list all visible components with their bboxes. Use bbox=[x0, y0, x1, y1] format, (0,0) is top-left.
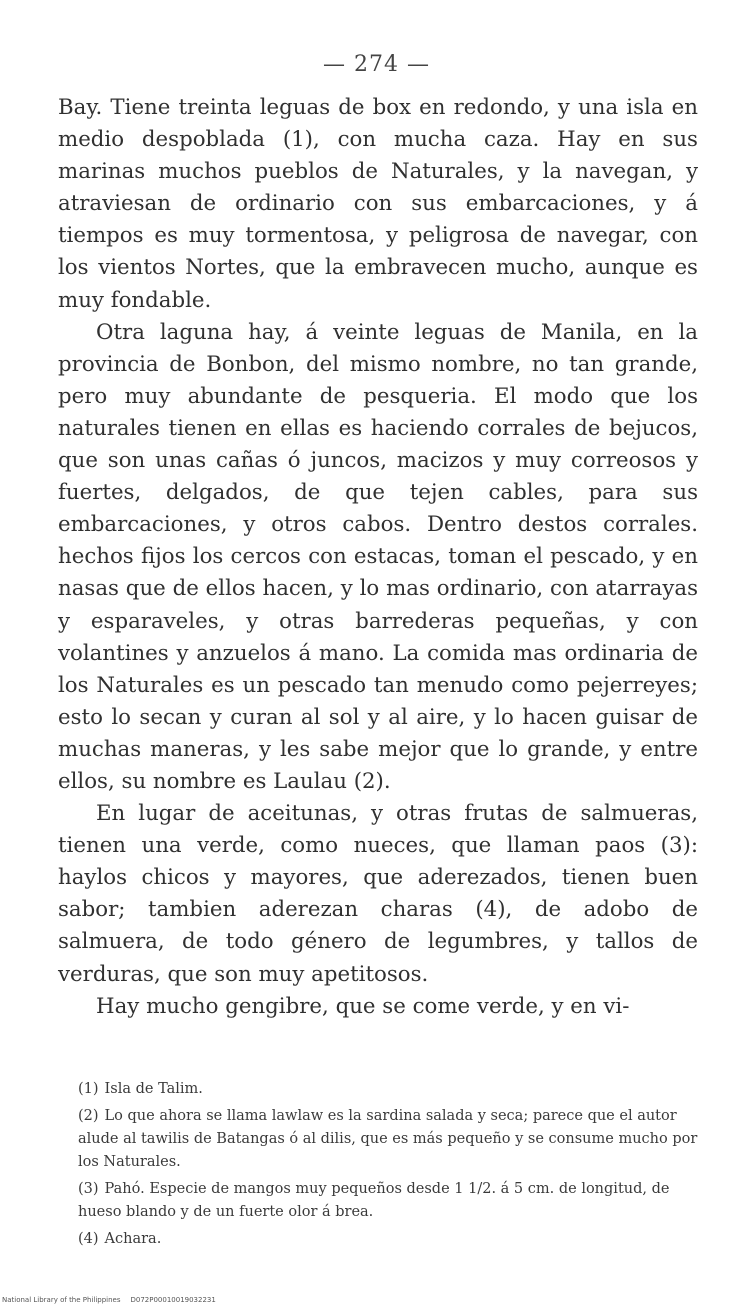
scan-code: D072P00010019032231 bbox=[130, 1296, 216, 1304]
paragraph: Otra laguna hay, á veinte leguas de Manila, en la provincia de Bonbon, del mismo nombre, no tan grande, pero muy abundante de pesqueria. El modo que los naturales tienen en ellas es haciendo corrales de bejucos, que son unas cañas ó juncos, macizos y muy correosos y fuertes, delgados, de que tejen cables, para sus embarcaciones, y otros cabos. Dentro destos corrales. hechos fijos los cercos con estacas, toman el pescado, y en nasas que de ellos hacen, y lo mas ordinario, con atarrayas y esparaveles, y otras barrederas pequeñas, y con volantines y anzuelos á mano. La comida mas ordinaria de los Naturales es un pescado tan menudo como pejerreyes; esto lo secan y curan al sol y al aire, y lo hacen guisar de muchas maneras, y les sabe mejor que lo grande, y entre ellos, su nombre es Laulau (2). bbox=[58, 319, 698, 794]
library-name: National Library of the Philippines bbox=[2, 1296, 121, 1304]
footnote bbox=[78, 1105, 698, 1174]
paragraph: Hay mucho gengibre, que se come verde, y en vi- bbox=[96, 993, 630, 1019]
footnote-text: Achara. bbox=[104, 1231, 162, 1247]
paragraph: Bay. Tiene treinta leguas de box en redondo, y una isla en medio despoblada (1), con mucha caza. Hay en sus marinas muchos pueblos de Naturales, y la navegan, y atraviesan de ordinario con sus embarcaciones, y á tiempos es muy tormentosa, y peligrosa de navegar, con los vientos Nortes, que la embravecen mucho, aunque es muy fondable. bbox=[58, 95, 698, 313]
footnote-number: (1) bbox=[78, 1081, 99, 1097]
footnote-number: (4) bbox=[78, 1231, 99, 1247]
footnote-number: (2) bbox=[78, 1108, 99, 1124]
scan-footer bbox=[2, 1296, 226, 1304]
footnote bbox=[78, 1228, 698, 1251]
page-number: — 274 — bbox=[323, 52, 430, 77]
footnote-text: Pahó. Especie de mangos muy pequeños desde 1 1/2. á 5 cm. de longitud, de hueso blando y de un fuerte olor á brea. bbox=[78, 1181, 670, 1220]
footnote bbox=[78, 1078, 698, 1101]
body-text bbox=[58, 92, 698, 1023]
footnotes bbox=[78, 1078, 698, 1255]
footnote-text: Lo que ahora se llama lawlaw es la sardina salada y seca; parece que el autor alude al tawilis de Batangas ó al dilis, que es más pequeño y se consume mucho por los Naturales. bbox=[78, 1108, 698, 1170]
paragraph: En lugar de aceitunas, y otras frutas de salmueras, tienen una verde, como nueces, que llaman paos (3): haylos chicos y mayores, que aderezados, tienen buen sabor; tambien aderezan charas (4), de adobo de salmuera, de todo género de legumbres, y tallos de verduras, que son muy apetitosos. bbox=[58, 801, 698, 987]
footnote-text: Isla de Talim. bbox=[104, 1081, 203, 1097]
footnote bbox=[78, 1178, 698, 1224]
footnote-number: (3) bbox=[78, 1181, 99, 1197]
